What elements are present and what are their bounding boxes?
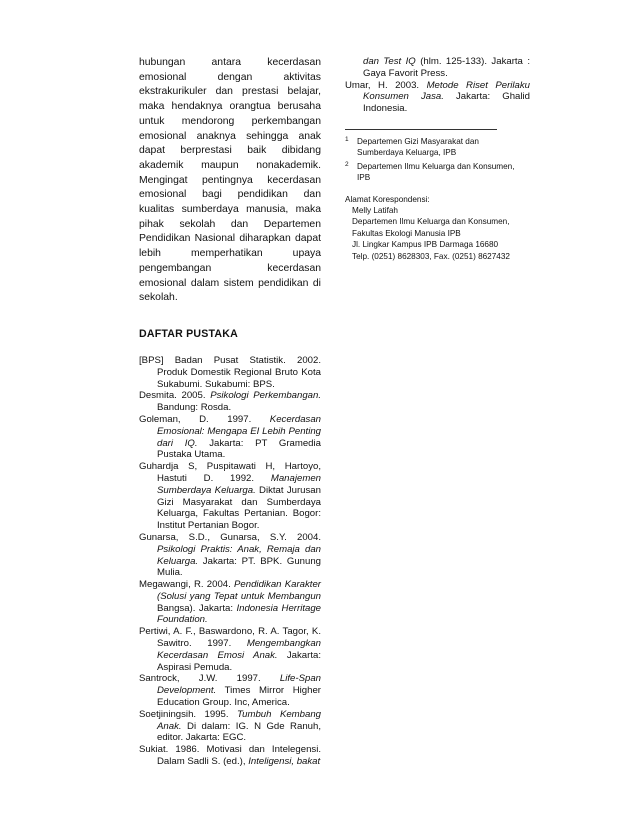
footnote <box>345 161 530 184</box>
reference-entry <box>345 80 530 115</box>
reference-line: Institut Pertanian Bogor. <box>157 520 260 532</box>
footnote <box>345 136 530 159</box>
reference-list-continued <box>345 56 530 115</box>
reference-line: Produk Domestik Regional Bruto Kota <box>157 366 321 378</box>
reference-line: Gaya Favorit Press. <box>363 67 448 79</box>
reference-line: editor. Jakarta: EGC. <box>157 732 247 744</box>
correspondence-line: Melly Latifah <box>352 206 398 216</box>
reference-line: Sukabumi. Sukabumi: BPS. <box>157 378 275 390</box>
reference-line: Hastuti D. 1992. Manajemen <box>157 472 321 484</box>
reference-line: Pustaka Utama. <box>157 449 226 461</box>
footnote-marker: 1 <box>345 135 349 143</box>
correspondence-line: Departemen Ilmu Keluarga dan Konsumen, <box>352 217 510 227</box>
footnote-list <box>345 136 530 184</box>
footnote-line: Departemen Gizi Masyarakat dan <box>357 136 479 146</box>
para-line: hubungan antara kecerdasan <box>139 57 321 68</box>
reference-line: dan Test IQ (hlm. 125-133). Jakarta : <box>363 56 530 67</box>
para-line: Mengingat pentingnya kecerdasan <box>139 174 321 186</box>
correspondence-label: Alamat Korespondensi: <box>345 194 430 204</box>
footnote-line: Sumberdaya Keluarga, IPB <box>357 148 457 158</box>
reference-entry <box>139 579 321 626</box>
reference-line: Keluarga. Jakarta: PT. BPK. Gunung <box>157 555 321 567</box>
reference-line: Indonesia. <box>363 103 408 115</box>
reference-line: Education Group. Inc, America. <box>157 697 290 709</box>
reference-line: Konsumen Jasa. Jakarta: Ghalid <box>363 91 530 103</box>
reference-entry <box>139 673 321 708</box>
body-paragraph <box>139 56 321 306</box>
reference-line: [BPS] Badan Pusat Statistik. 2002. <box>139 354 321 366</box>
para-line: pihak sekolah dan Departemen <box>139 218 321 230</box>
correspondence-address <box>345 194 530 262</box>
correspondence-line: Telp. (0251) 8628303, Fax. (0251) 8627432 <box>352 251 510 261</box>
para-line: emosional dalam sistem pendidikan di <box>139 277 321 289</box>
para-line: sekolah. <box>139 292 178 304</box>
reference-line: Desmita. 2005. Psikologi Perkembangan. <box>139 390 321 402</box>
para-line: lebih memperhatikan upaya <box>139 248 321 260</box>
reference-line: Sukiat. 1986. Motivasi dan Intelegensi. <box>139 744 321 756</box>
reference-entry <box>139 532 321 579</box>
para-line: pengembangan kecerdasan <box>139 262 321 274</box>
reference-entry <box>139 461 321 532</box>
reference-line: Gunarsa, S.D., Gunarsa, S.Y. 2004. <box>139 531 321 543</box>
reference-line: Goleman, D. 1997. Kecerdasan <box>139 413 321 425</box>
reference-line: Keluarga, Fakultas Pertanian. Bogor: <box>157 508 321 520</box>
footnote-marker: 2 <box>345 160 349 168</box>
reference-line: Kecerdasan Emosi Anak. Jakarta: <box>157 649 321 661</box>
reference-line: Sawitro. 1997. Mengembangkan <box>157 638 321 650</box>
correspondence-line: Fakultas Ekologi Manusia IPB <box>352 228 461 238</box>
para-line: untuk mendorong perkembangan <box>139 115 321 127</box>
reference-entry <box>139 709 321 744</box>
reference-line: Bandung: Rosda. <box>157 402 232 414</box>
reference-line: Mulia. <box>157 567 183 579</box>
reference-line: Emosional: Mengapa EI Lebih Penting <box>157 425 321 437</box>
reference-line: (Solusi yang Tepat untuk Membangun <box>157 590 321 602</box>
reference-line: Umar, H. 2003. Metode Riset Perilaku <box>345 79 530 91</box>
reference-line: Aspirasi Pemuda. <box>157 661 233 673</box>
para-line: dapat berprestasi baik dibidang <box>139 145 321 157</box>
correspondence-line: Jl. Lingkar Kampus IPB Darmaga 16680 <box>352 240 499 250</box>
reference-line: Anak. Di dalam: IG. N Gde Ranuh, <box>157 720 321 732</box>
para-line: Pendidikan Nasional diharapkan dapat <box>139 233 321 245</box>
para-line: ekstrakurikuler dan prestasi belajar, <box>139 86 321 98</box>
reference-line: Gizi Masyarakat dan Sumberdaya <box>157 496 321 508</box>
reference-entry <box>139 414 321 461</box>
reference-line: Dalam Sadli S. (ed.), Inteligensi, bakat <box>157 756 321 768</box>
reference-entry <box>345 56 530 80</box>
reference-line: Pertiwi, A. F., Baswardono, R. A. Tagor, K. <box>139 626 321 638</box>
reference-line: Development. Times Mirror Higher <box>157 685 321 697</box>
reference-entry <box>139 390 321 414</box>
reference-line: Guhardja S, Puspitawati H, Hartoyo, <box>139 461 321 473</box>
para-line: emosional bagi pendidikan dan <box>139 189 321 201</box>
left-column <box>139 56 321 768</box>
references-heading: DAFTAR PUSTAKA <box>139 327 238 340</box>
reference-line: Sumberdaya Keluarga. Diktat Jurusan <box>157 484 321 496</box>
reference-line: dari IQ. Jakarta: PT Gramedia <box>157 437 321 449</box>
para-line: maka hendaknya orangtua berusaha <box>139 101 321 113</box>
footnote-rule <box>345 129 497 130</box>
reference-entry <box>139 355 321 390</box>
para-line: emosional anaknya sehingga anak <box>139 130 321 142</box>
reference-line: Foundation. <box>157 614 208 626</box>
reference-entry <box>139 744 321 768</box>
reference-list <box>139 355 321 768</box>
reference-line: Megawangi, R. 2004. Pendidikan Karakter <box>139 579 321 591</box>
para-line: kualitas sumberdaya manusia, maka <box>139 204 321 216</box>
reference-entry <box>139 626 321 673</box>
para-line: akademik maupun nonakademik. <box>139 159 321 171</box>
reference-line: Psikologi Praktis: Anak, Remaja dan <box>157 543 321 555</box>
para-line: emosional dengan aktivitas <box>139 71 321 83</box>
reference-line: Bangsa). Jakarta: Indonesia Herritage <box>157 602 322 614</box>
right-column <box>345 56 530 262</box>
reference-line: Santrock, J.W. 1997. Life-Span <box>139 673 321 685</box>
footnote-line: IPB <box>357 173 371 183</box>
reference-line: Soetjiningsih. 1995. Tumbuh Kembang <box>139 708 322 720</box>
footnote-line: Departemen Ilmu Keluarga dan Konsumen, <box>357 161 515 171</box>
